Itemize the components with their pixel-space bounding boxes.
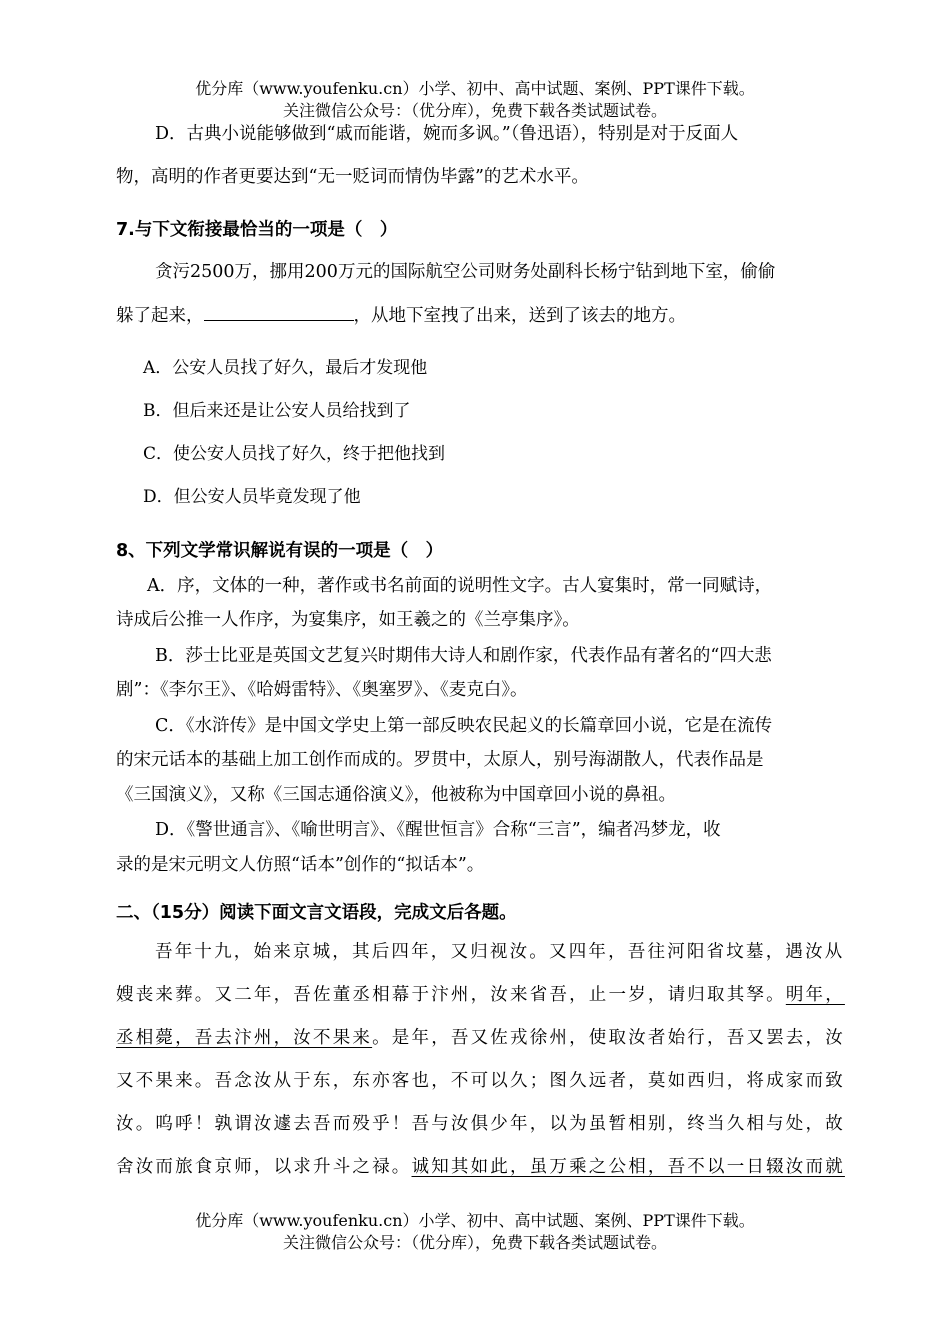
q7-passage-before: 躲了起来， xyxy=(116,306,204,326)
q7-option-c: C．使公安人员找了好久，终于把他找到 xyxy=(143,444,446,464)
q6-option-d-line-1: D．古典小说能够做到“戚而能谐，婉而多讽。”（鲁迅语），特别是对于反面人 xyxy=(155,124,739,144)
q8-line-3: B．莎士比亚是英国文艺复兴时期伟大诗人和剧作家，代表作品有著名的“四大悲 xyxy=(155,646,772,666)
passage-line-6 xyxy=(116,1155,845,1179)
q7-title: 7.与下文衔接最恰当的一项是（ ） xyxy=(116,220,398,240)
q8-line-4: 剧”：《李尔王》、《哈姆雷特》、《奥塞罗》、《麦克白》。 xyxy=(116,680,528,700)
footer-line-2: 关注微信公众号：（优分库），免费下载各类试题试卷。 xyxy=(282,1233,667,1252)
underlined-sentence-1: 明年， xyxy=(785,985,845,1005)
passage-line-5: 汝。呜呼！孰谓汝遽去吾而殁乎！吾与汝俱少年，以为虽暂相别，终当久相与处，故 xyxy=(116,1114,845,1134)
q8-title: 8、下列文学常识解说有误的一项是（ ） xyxy=(116,541,444,561)
passage-line-1: 吾年十九，始来京城，其后四年，又归视汝。又四年，吾往河阳省坟墓，遇汝从 xyxy=(155,942,845,962)
q8-line-6: 的宋元话本的基础上加工创作而成的。罗贯中，太原人，别号海湖散人，代表作品是 xyxy=(116,750,764,770)
q7-passage-after: ，从地下室拽了出来，送到了该去的地方。 xyxy=(353,306,686,326)
page-header xyxy=(0,78,950,122)
passage-line-3-text: 。是年，吾又佐戎徐州，使取汝者始行，吾又罢去，汝 xyxy=(372,1028,845,1048)
passage-line-2-text: 嫂丧来葬。又二年，吾佐董丞相幕于汴州，汝来省吾，止一岁，请归取其孥。 xyxy=(116,985,786,1005)
underlined-sentence-1-cont: 丞相薨，吾去汴州，汝不果来 xyxy=(116,1028,373,1048)
q8-line-2: 诗成后公推一人作序，为宴集序，如王羲之的《兰亭集序》。 xyxy=(116,610,580,630)
q7-option-d: D．但公安人员毕竟发现了他 xyxy=(143,487,361,507)
underlined-sentence-2: 诚知其如此，虽万乘之公相，吾不以一日辍汝而就 xyxy=(411,1157,845,1177)
q6-option-d-line-2: 物，高明的作者更要达到“无一贬词而情伪毕露”的艺术水平。 xyxy=(116,167,589,187)
passage-line-4: 又不果来。吾念汝从于东，东亦客也，不可以久；图久远者，莫如西归，将成家而致 xyxy=(116,1071,845,1091)
section2-title: 二、（15分）阅读下面文言文语段，完成文后各题。 xyxy=(116,903,517,923)
page-footer xyxy=(0,1210,950,1254)
header-line-2: 关注微信公众号：（优分库），免费下载各类试题试卷。 xyxy=(282,101,667,120)
header-line-1: 优分库（www.youfenku.cn）小学、初中、高中试题、案例、PPT课件下载。 xyxy=(195,79,755,98)
footer-line-1: 优分库（www.youfenku.cn）小学、初中、高中试题、案例、PPT课件下载。 xyxy=(195,1211,755,1230)
q8-line-9: 录的是宋元明文人仿照“话本”创作的“拟话本”。 xyxy=(116,855,485,875)
q8-line-7: 《三国演义》，又称《三国志通俗演义》，他被称为中国章回小说的鼻祖。 xyxy=(116,785,676,805)
q7-passage-line-1: 贪污2500万，挪用200万元的国际航空公司财务处副科长杨宁钻到地下室，偷偷 xyxy=(155,262,776,282)
q8-line-5: C．《水浒传》是中国文学史上第一部反映农民起义的长篇章回小说，它是在流传 xyxy=(155,716,773,736)
q8-line-8: D．《警世通言》、《喻世明言》、《醒世恒言》合称“三言”，编者冯梦龙，收 xyxy=(155,820,721,840)
passage-line-6-text: 舍汝而旅食京师，以求升斗之禄。 xyxy=(116,1157,412,1177)
q8-line-1: A．序，文体的一种，著作或书名前面的说明性文字。古人宴集时，常一同赋诗， xyxy=(147,576,773,596)
q7-passage-line-2 xyxy=(116,304,686,328)
q7-option-a: A．公安人员找了好久，最后才发现他 xyxy=(143,358,428,378)
q7-option-b: B．但后来还是让公安人员给找到了 xyxy=(143,401,411,421)
passage-line-2 xyxy=(116,983,845,1007)
answer-blank xyxy=(204,306,354,321)
passage-line-3 xyxy=(116,1026,845,1050)
